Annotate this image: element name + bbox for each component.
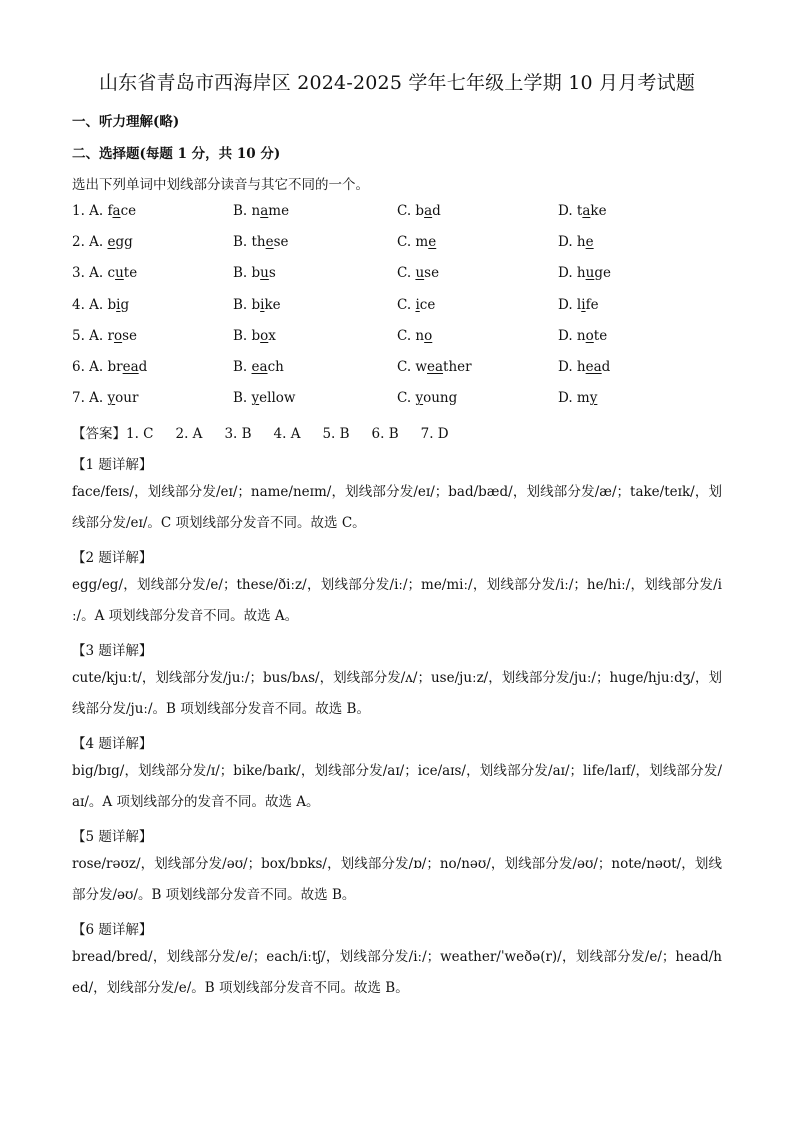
answer-item: 1. C [126,426,154,442]
underlined-letters: u [415,265,425,282]
answer-item: 7. D [420,426,449,442]
underlined-letters: a [582,203,591,219]
detail-heading: 【2 题详解】 [72,550,153,566]
underlined-letters: a [112,203,121,219]
option-c: C. use [397,265,440,282]
section-choice-heading: 二、选择题(每题 1 分，共 10 分) [72,146,281,162]
detail-heading: 【1 题详解】 [72,457,153,473]
underlined-letters: y [107,390,116,407]
question-row [72,234,732,254]
answer-item: 2. A [175,426,203,442]
option-b: B. each [233,359,284,375]
section-listening-heading: 一、听力理解(略) [72,114,180,130]
question-row [72,203,732,223]
option-c: C. bad [397,203,441,219]
question-row [72,297,732,317]
option-a: 7. A. your [72,390,139,407]
option-d: D. huge [558,265,611,282]
underlined-letters: ea [122,359,139,375]
option-b: B. bus [233,265,276,282]
detail-heading: 【5 题详解】 [72,829,153,845]
underlined-letters: o [260,327,269,344]
detail-text: big/bɪg/，划线部分发/ɪ/；bike/baɪk/，划线部分发/aɪ/；ice/aɪs/，划线部分发/aɪ/；life/laɪf/，划线部分发/aɪ/。A 项划线部分的发音不同。故选 A。 [72,763,722,810]
underlined-letters: a [260,203,269,219]
option-d: D. my [558,390,598,407]
underlined-letters: y [415,390,424,407]
underlined-letters: i [581,296,586,313]
option-a: 2. A. egg [72,234,133,251]
option-b: B. these [233,234,289,251]
page-title: 山东省青岛市西海岸区 2024-2025 学年七年级上学期 10 月月考试题 [98,72,696,94]
underlined-letters: e [428,234,437,251]
detail-heading: 【3 题详解】 [72,643,153,659]
detail-text: cute/kjuːt/，划线部分发/juː/；bus/bʌs/，划线部分发/ʌ/；use/juːz/，划线部分发/juː/；huge/hjuːdʒ/，划线部分发/juː/。B 项划线部分发音不同。故选 B。 [72,670,722,717]
option-d: D. life [558,296,599,313]
underlined-letters: i [116,296,121,313]
question-instruction: 选出下列单词中划线部分读音与其它不同的一个。 [72,177,369,193]
underlined-letters: u [585,265,595,282]
underlined-letters: e [107,234,116,251]
option-b: B. name [233,203,290,219]
underlined-letters: o [113,327,123,344]
detail-heading: 【4 题详解】 [72,736,153,752]
question-row [72,390,732,410]
answer-item: 3. B [224,426,252,442]
underlined-letters: o [424,327,433,344]
option-a: 1. A. face [72,203,137,219]
underlined-letters: u [260,265,269,282]
underlined-letters: e [265,234,274,251]
option-d: D. head [558,359,611,375]
option-c: C. weather [397,359,472,375]
answer-item: 5. B [322,426,350,442]
underlined-letters: y [589,390,598,407]
option-c: C. young [397,390,458,407]
underlined-letters: a [424,203,433,219]
underlined-letters: i [260,296,265,313]
answer-item: 4. A [273,426,301,442]
detail-text: rose/rəʊz/，划线部分发/əʊ/；box/bɒks/，划线部分发/ɒ/；no/nəʊ/，划线部分发/əʊ/；note/nəʊt/，划线部分发/əʊ/。B 项划线部分发音不同。故选 B。 [72,856,722,903]
underlined-letters: i [415,296,420,313]
option-c: C. ice [397,296,436,313]
question-row [72,359,732,379]
detail-text: bread/bred/，划线部分发/e/；each/iːtʃ/，划线部分发/iː/；weather/ˈweðə(r)/，划线部分发/e/；head/hed/，划线部分发/e/。B 项划线部分发音不同。故选 B。 [72,949,722,996]
underlined-letters: o [585,327,594,344]
option-a: 3. A. cute [72,265,138,282]
option-b: B. bike [233,296,281,313]
detail-text: egg/eg/，划线部分发/e/；these/ðiːz/，划线部分发/iː/；me/miː/，划线部分发/iː/；he/hiː/，划线部分发/iː/。A 项划线部分发音不同。故选 A。 [72,577,722,624]
answer-item: 6. B [371,426,399,442]
option-c: C. me [397,234,437,251]
detail-text: face/feɪs/，划线部分发/eɪ/；name/neɪm/，划线部分发/eɪ/；bad/bæd/，划线部分发/æ/；take/teɪk/，划线部分发/eɪ/。C 项划线部分发音不同。故选 C。 [72,484,722,531]
question-row [72,328,732,348]
option-a: 6. A. bread [72,359,148,375]
option-b: B. yellow [233,390,296,407]
option-d: D. he [558,234,594,251]
option-a: 5. A. rose [72,327,138,344]
answer-row [72,422,471,442]
underlined-letters: ea [427,359,444,375]
option-a: 4. A. big [72,296,130,313]
option-d: D. take [558,203,607,219]
answer-label: 【答案】 [72,426,126,442]
option-c: C. no [397,327,433,344]
option-b: B. box [233,327,276,344]
option-d: D. note [558,327,608,344]
underlined-letters: y [251,390,260,407]
underlined-letters: e [585,234,594,251]
underlined-letters: ea [251,359,268,375]
underlined-letters: u [115,265,124,282]
detail-heading: 【6 题详解】 [72,922,153,938]
question-row [72,265,732,285]
underlined-letters: ea [585,359,602,375]
